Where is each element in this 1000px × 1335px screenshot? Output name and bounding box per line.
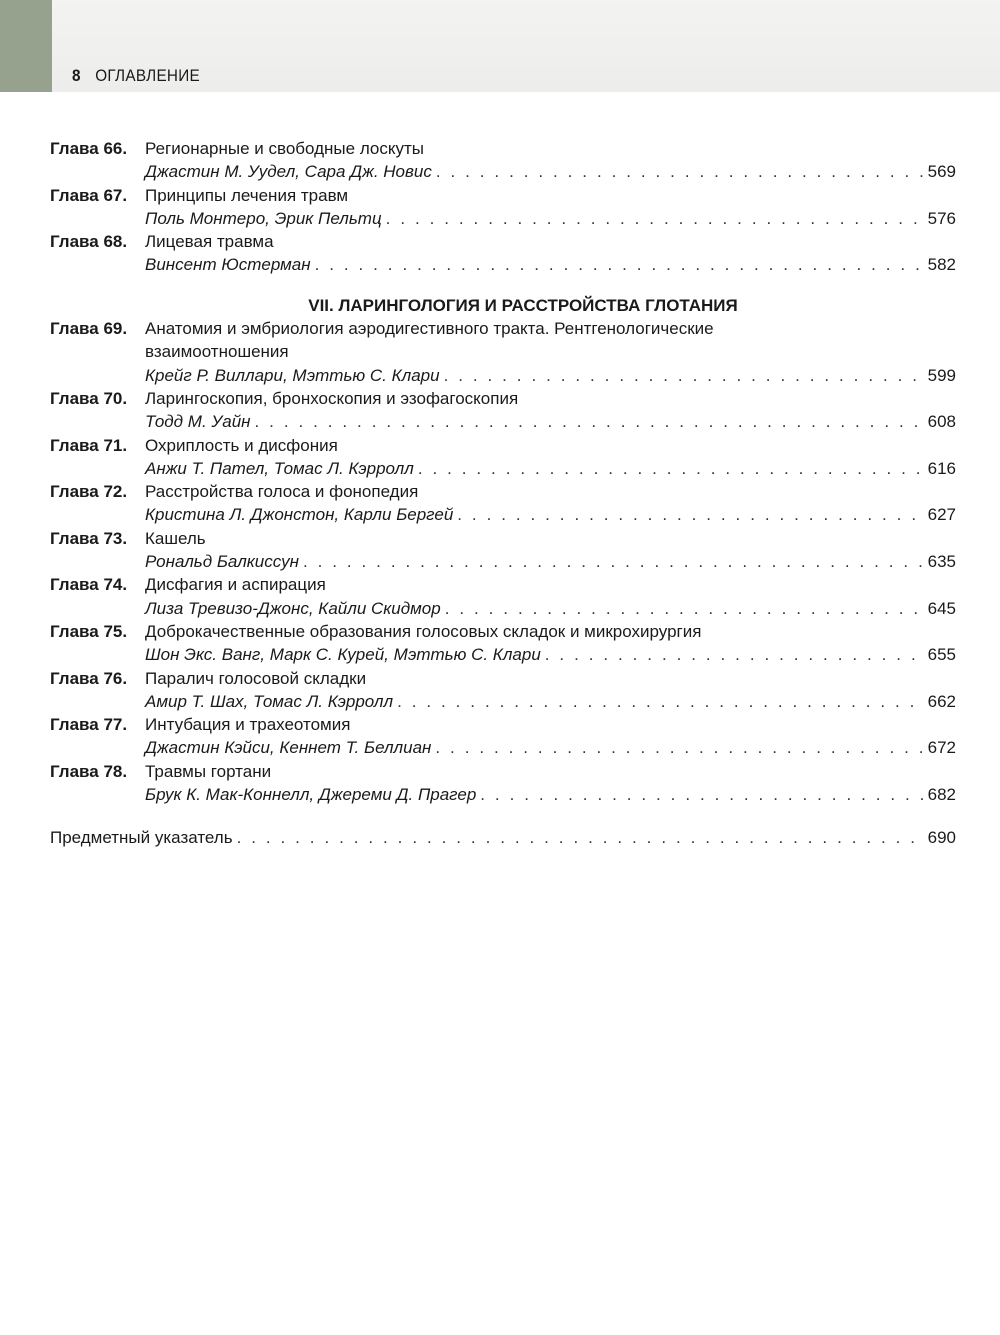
toc-entry[interactable] bbox=[50, 713, 956, 760]
chapter-number: Глава 77. bbox=[50, 715, 128, 735]
chapter-number: Глава 72. bbox=[50, 482, 128, 502]
chapter-title-continued: взаимоотношения bbox=[145, 342, 289, 362]
chapter-authors: Джастин Кэйси, Кеннет Т. Беллиан bbox=[145, 738, 432, 758]
section-heading: VII. ЛАРИНГОЛОГИЯ И РАССТРОЙСТВА ГЛОТАНИЯ bbox=[308, 295, 738, 315]
chapter-title: Охриплость и дисфония bbox=[145, 435, 338, 455]
chapter-authors: Анжи Т. Пател, Томас Л. Кэрролл bbox=[145, 458, 414, 478]
chapter-number: Глава 76. bbox=[50, 668, 128, 688]
chapter-number: Глава 67. bbox=[50, 185, 128, 205]
chapter-title: Доброкачественные образования голосовых складок и микрохирургия bbox=[145, 621, 702, 641]
chapter-authors: Тодд М. Уайн bbox=[145, 412, 251, 432]
dot-leader bbox=[386, 207, 924, 230]
page-ref: 682 bbox=[927, 785, 956, 805]
toc-entry[interactable] bbox=[50, 230, 956, 277]
page-ref: 645 bbox=[927, 598, 956, 618]
page-ref: 635 bbox=[927, 552, 956, 572]
dot-leader bbox=[545, 643, 924, 666]
chapter-authors: Лиза Тревизо-Джонс, Кайли Скидмор bbox=[145, 598, 441, 618]
dot-leader bbox=[457, 503, 923, 526]
toc-entry[interactable] bbox=[50, 480, 956, 527]
chapter-authors: Поль Монтеро, Эрик Пельтц bbox=[145, 208, 382, 228]
chapter-title: Кашель bbox=[145, 528, 206, 548]
chapter-number: Глава 68. bbox=[50, 232, 128, 252]
page-ref: 662 bbox=[927, 691, 956, 711]
toc-entry-69[interactable] bbox=[50, 317, 956, 387]
chapter-number: Глава 73. bbox=[50, 528, 128, 548]
dot-leader bbox=[444, 364, 924, 387]
page-ref: 672 bbox=[927, 738, 956, 758]
page-ref: 599 bbox=[927, 365, 956, 385]
toc-entry[interactable] bbox=[50, 620, 956, 667]
chapter-number: Глава 75. bbox=[50, 621, 128, 641]
dot-leader bbox=[315, 253, 924, 276]
toc-entry[interactable] bbox=[50, 760, 956, 807]
chapter-number: Глава 70. bbox=[50, 388, 128, 408]
page-ref: 616 bbox=[927, 458, 956, 478]
chapter-title: Интубация и трахеотомия bbox=[145, 715, 351, 735]
toc-entry[interactable] bbox=[50, 137, 956, 184]
chapter-authors: Амир Т. Шах, Томас Л. Кэрролл bbox=[145, 691, 394, 711]
chapter-number: Глава 78. bbox=[50, 761, 128, 781]
subject-index-entry[interactable] bbox=[50, 826, 956, 849]
dot-leader bbox=[237, 826, 924, 849]
page-header bbox=[0, 0, 1000, 92]
chapter-authors: Кристина Л. Джонстон, Карли Бергей bbox=[145, 505, 454, 525]
chapter-title: Дисфагия и аспирация bbox=[145, 575, 326, 595]
chapter-title: Принципы лечения травм bbox=[145, 185, 349, 205]
page-ref: 582 bbox=[927, 255, 956, 275]
dot-leader bbox=[418, 457, 924, 480]
running-head-title: ОГЛАВЛЕНИЕ bbox=[95, 66, 200, 85]
header-color-tab bbox=[0, 0, 52, 92]
chapter-number: Глава 69. bbox=[50, 319, 128, 339]
chapter-authors: Крейг Р. Виллари, Мэттью С. Клари bbox=[145, 365, 440, 385]
dot-leader bbox=[480, 783, 923, 806]
chapter-title: Лицевая травма bbox=[145, 232, 274, 252]
chapter-title: Регионарные и свободные лоскуты bbox=[145, 139, 425, 158]
chapter-list-part-6 bbox=[50, 137, 956, 277]
chapter-title: Паралич голосовой складки bbox=[145, 668, 367, 688]
chapter-authors: Шон Экс. Ванг, Марк С. Курей, Мэттью С. Клари bbox=[145, 645, 541, 665]
page-ref: 576 bbox=[927, 208, 956, 228]
page-number: 8 bbox=[72, 66, 81, 85]
chapter-authors: Винсент Юстерман bbox=[145, 255, 311, 275]
subject-index-label: Предметный указатель bbox=[50, 828, 233, 848]
page-ref: 627 bbox=[927, 505, 956, 525]
toc-entry[interactable] bbox=[50, 667, 956, 714]
dot-leader bbox=[255, 410, 924, 433]
dot-leader bbox=[445, 597, 924, 620]
toc-entry[interactable] bbox=[50, 387, 956, 434]
table-of-contents bbox=[50, 137, 956, 850]
chapter-authors: Джастин М. Уудел, Сара Дж. Новис bbox=[145, 162, 432, 182]
page-ref: 608 bbox=[927, 412, 956, 432]
page-ref: 690 bbox=[927, 828, 956, 848]
chapter-title: Анатомия и эмбриология аэродигестивного тракта. Рентгенологические bbox=[145, 319, 714, 339]
running-head bbox=[72, 66, 200, 86]
chapter-number: Глава 71. bbox=[50, 435, 128, 455]
page-ref: 569 bbox=[927, 162, 956, 182]
dot-leader bbox=[397, 690, 924, 713]
chapter-list-part-7 bbox=[50, 387, 956, 806]
chapter-authors: Брук К. Мак-Коннелл, Джереми Д. Прагер bbox=[145, 785, 477, 805]
toc-entry[interactable] bbox=[50, 573, 956, 620]
page-ref: 655 bbox=[927, 645, 956, 665]
toc-entry[interactable] bbox=[50, 434, 956, 481]
dot-leader bbox=[435, 736, 923, 759]
dot-leader bbox=[303, 550, 924, 573]
chapter-title: Расстройства голоса и фонопедия bbox=[145, 482, 419, 502]
chapter-title: Травмы гортани bbox=[145, 761, 272, 781]
chapter-number: Глава 74. bbox=[50, 575, 128, 595]
toc-entry[interactable] bbox=[50, 184, 956, 231]
chapter-authors: Рональд Балкиссун bbox=[145, 552, 299, 572]
toc-entry[interactable] bbox=[50, 527, 956, 574]
chapter-number: Глава 66. bbox=[50, 139, 128, 158]
chapter-title: Ларингоскопия, бронхоскопия и эзофагоскопия bbox=[145, 388, 519, 408]
dot-leader bbox=[436, 160, 924, 183]
